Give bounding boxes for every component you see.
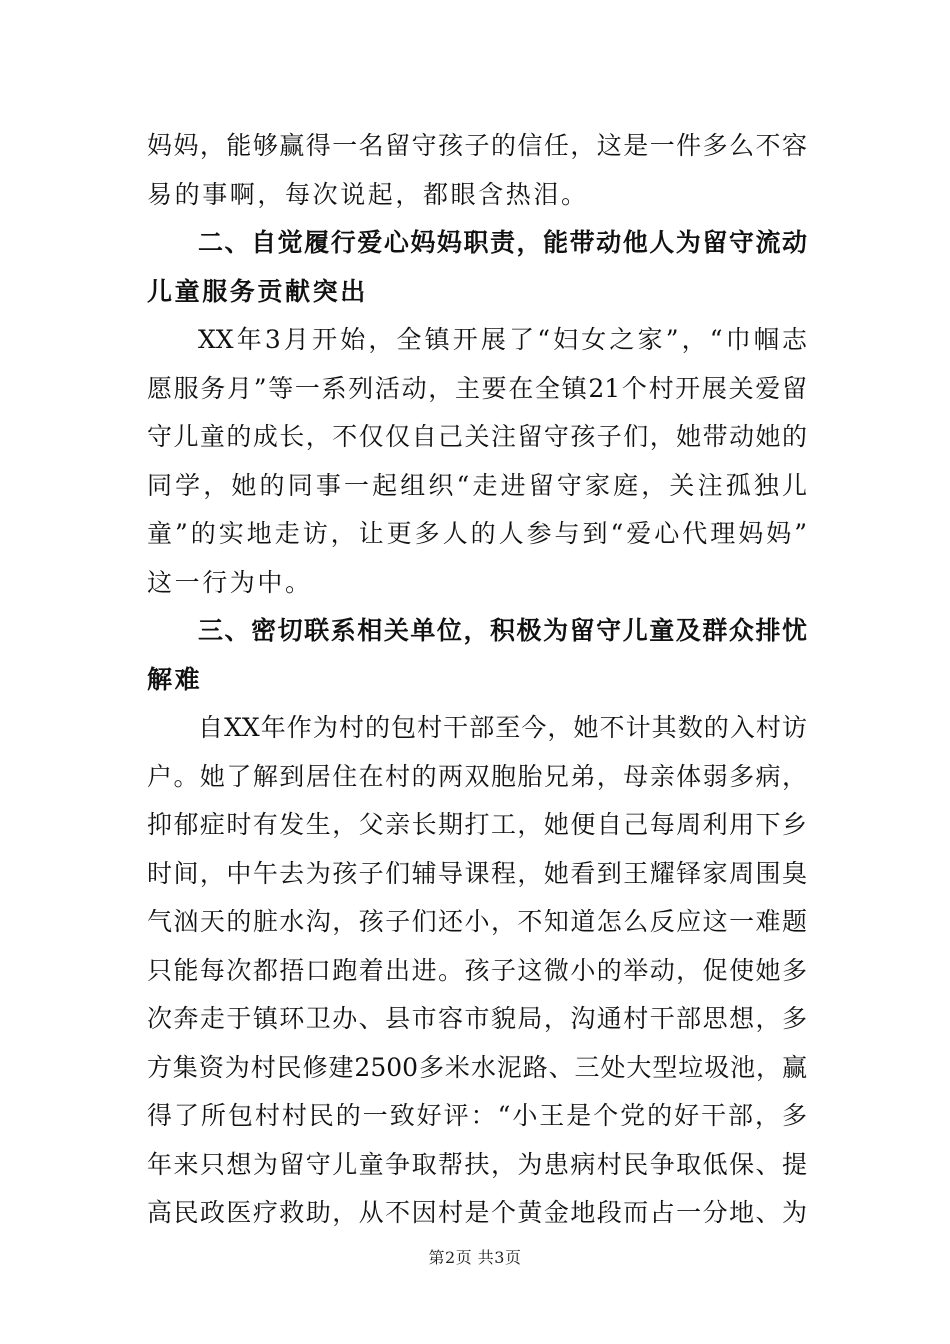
body-line: 时间，中午去为孩子们辅导课程，她看到王耀铎家周围臭 [147, 858, 807, 888]
body-line: 易的事啊，每次说起，都眼含热泪。 [147, 179, 589, 209]
body-line: 抑郁症时有发生，父亲长期打工，她便自己每周利用下乡 [147, 810, 807, 839]
body-line: 这一行为中。 [147, 567, 313, 597]
body-line: 童”的实地走访，让更多人的人参与到“爱心代理妈妈” [147, 519, 807, 548]
body-line: 方集资为村民修建2500多米水泥路、三处大型垃圾池，赢 [147, 1052, 807, 1082]
body-line: 守儿童的成长，不仅仅自己关注留守孩子们，她带动她的 [147, 422, 807, 451]
body-line: 只能每次都捂口跑着出进。孩子这微小的举动，促使她多 [147, 955, 807, 985]
body-line: 年来只想为留守儿童争取帮扶，为患病村民争取低保、提 [147, 1149, 807, 1179]
body-line: 自XX年作为村的包村干部至今，她不计其数的入村访 [198, 713, 807, 742]
body-line: 次奔走于镇环卫办、县市容市貌局，沟通村干部思想，多 [147, 1004, 807, 1033]
body-line: XX年3月开始，全镇开展了“妇女之家”，“巾帼志 [198, 325, 807, 354]
body-line: 得了所包村村民的一致好评：“小王是个党的好干部，多 [147, 1101, 807, 1130]
body-line: 气汹天的脏水沟，孩子们还小，不知道怎么反应这一难题 [147, 907, 807, 936]
section-heading: 二、自觉履行爱心妈妈职责，能带动他人为留守流动 [198, 228, 807, 257]
body-line: 高民政医疗救助，从不因村是个黄金地段而占一分地、为 [147, 1198, 807, 1227]
body-line: 同学，她的同事一起组织“走进留守家庭，关注孤独儿 [147, 470, 807, 500]
page-number-footer: 第2页 共3页 [428, 1248, 522, 1267]
body-line: 户。她了解到居住在村的两双胞胎兄弟，母亲体弱多病， [147, 761, 807, 791]
section-heading: 儿童服务贡献突出 [147, 276, 368, 306]
document-body [147, 122, 807, 1238]
body-line: 妈妈，能够赢得一名留守孩子的信任，这是一件多么不容 [147, 131, 807, 160]
section-heading: 三、密切联系相关单位，积极为留守儿童及群众排忧 [198, 616, 807, 645]
section-heading: 解难 [147, 664, 203, 694]
body-line: 愿服务月”等一系列活动，主要在全镇21个村开展关爱留 [147, 373, 807, 403]
